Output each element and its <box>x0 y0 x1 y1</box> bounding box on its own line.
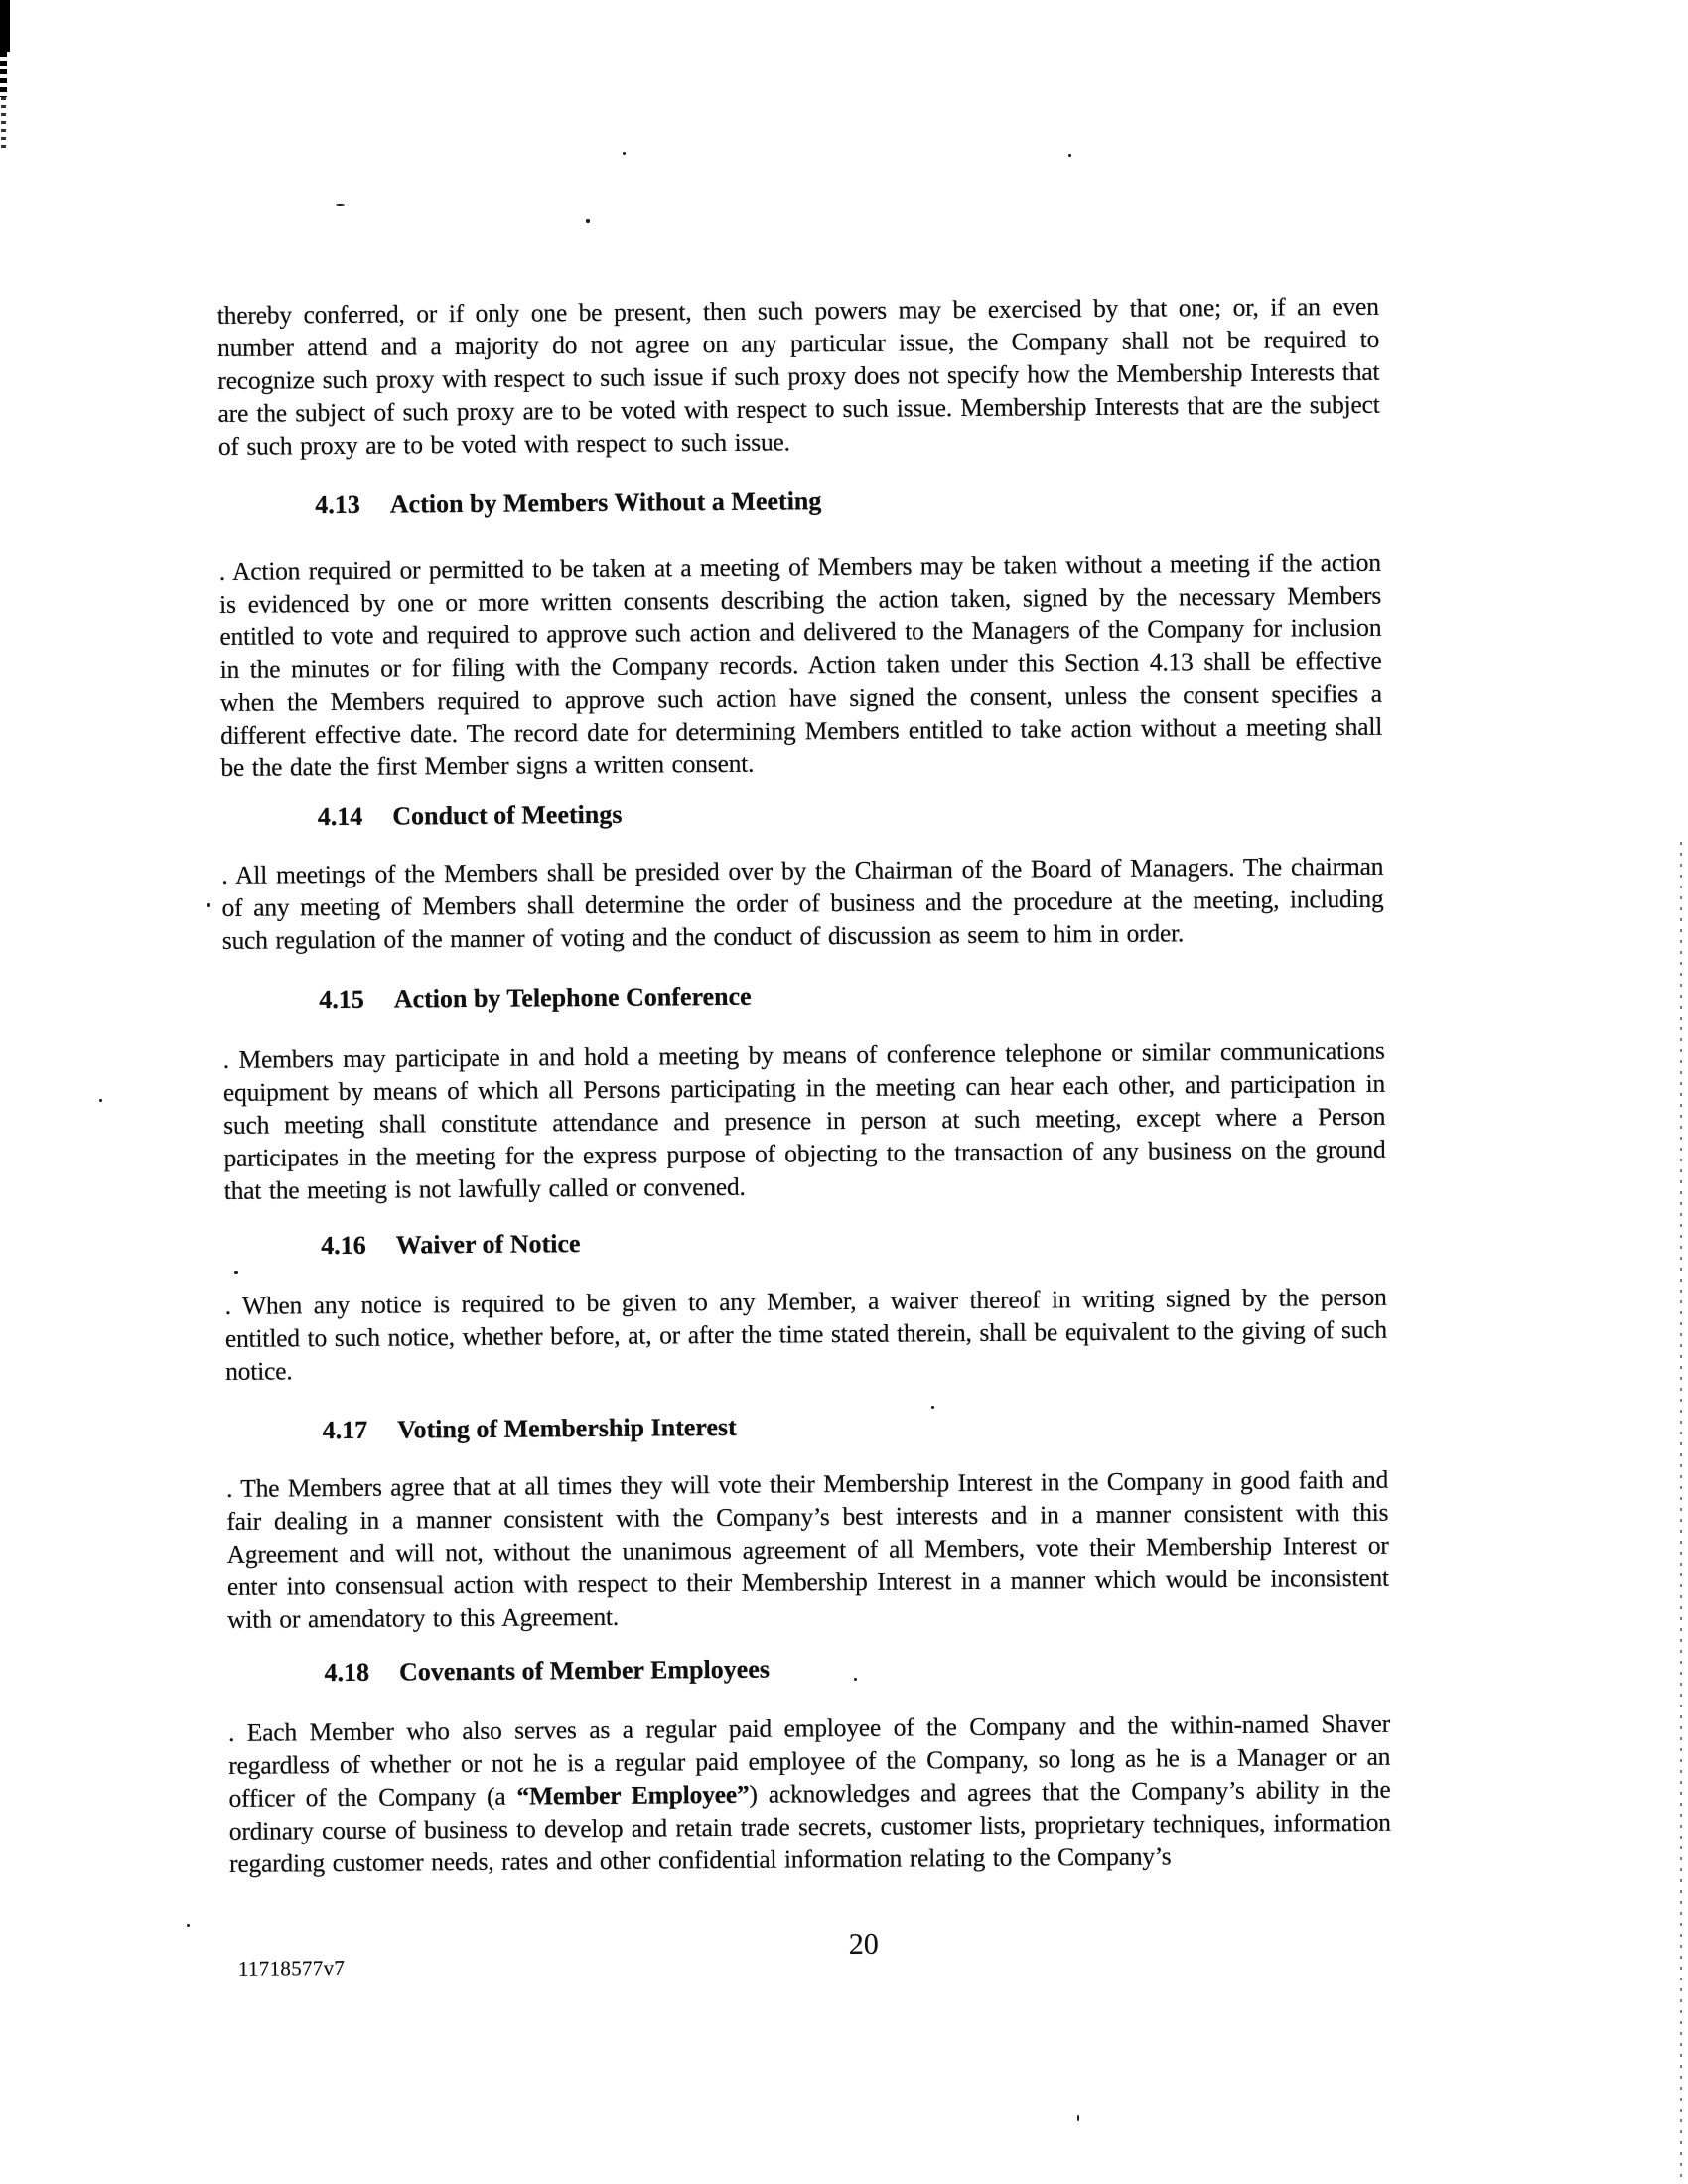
section-body-4-18 <box>228 1707 1391 1880</box>
defined-term-member-employee: “Member Employee” <box>516 1779 750 1811</box>
continuation-paragraph: thereby conferred, or if only one be present, then such powers may be exercised by that one; or, if an even number attend and a majority do not agree on any particular issue, the Company shall not be required to recognize such proxy with respect to such issue if such proxy does not specify how the Membership Interests that are the subject of such proxy are to be voted with respect to such issue. Membership Interests that are the subject of such proxy are to be voted with respect to such issue. <box>216 291 1380 461</box>
section-body-4-16: . When any notice is required to be given to any Member, a waiver thereof in writing signed by the person entitled to such notice, whether before, at, or after the time stated therein, shall be equivalent to the giving of such notice. <box>224 1282 1388 1386</box>
section-body-4-13: . Action required or permitted to be taken at a meeting of Members may be taken without a meeting if the action is evidenced by one or more written consents describing the action taken, signed by the necessary Members entitled to vote and required to approve such action and delivered to the Managers of the Company for inclusion in the minutes or for filing with the Company records. Action taken under this Section 4.13 shall be effective when the Members required to approve such action have signed the consent, unless the consent specifies a different effective date. The record date for determining Members entitled to take action without a meeting shall be the date the first Member signs a written consent. <box>218 547 1383 782</box>
section-body-4-14: . All meetings of the Members shall be presided over by the Chairman of the Board of Managers. The chairman of any meeting of Members shall determine the order of business and the procedure at the meeting, including such regulation of the manner of voting and the conduct of discussion as seem to him in order. <box>221 851 1384 955</box>
section-number: 4.13 <box>315 489 360 520</box>
section-heading-4-15 <box>319 982 752 1015</box>
section-title: Conduct of Meetings <box>392 799 623 831</box>
section-title: Action by Members Without a Meeting <box>389 486 822 519</box>
section-number: 4.15 <box>319 984 364 1015</box>
footer-document-id: 11718577v7 <box>237 1955 346 1980</box>
body-text: ) acknowledges and agrees that the Company’s ability in the ordinary course of business to develop and retain trade secrets, customer lists, proprietary techniques, information regarding customer needs, rates and other confidential information relating to the Company’s <box>228 1774 1391 1878</box>
section-title: Covenants of Member Employees <box>398 1654 771 1687</box>
section-number: 4.17 <box>322 1415 368 1445</box>
section-number: 4.16 <box>321 1230 366 1261</box>
section-number: 4.18 <box>324 1657 370 1688</box>
section-title: Waiver of Notice <box>395 1229 581 1260</box>
body-text: . Each Member who also serves as a regular paid employee of the Company and the within-named Shaver regardless of whether or not he is a regular paid employee of the Company, so long as he is a Manager or an officer of the Company (a <box>227 1708 1391 1813</box>
section-heading-4-17 <box>323 1413 737 1445</box>
section-body-4-17: . The Members agree that at all times they will vote their Membership Interest in the Company in good faith and fair dealing in a manner consistent with the Company’s best interests and in a manner consistent with this Agreement and will not, without the unanimous agreement of all Members, vote their Membership Interest or enter into consensual action with respect to their Membership Interest in a manner which would be inconsistent with or amendatory to this Agreement. <box>226 1464 1389 1634</box>
section-heading-4-13 <box>315 486 821 520</box>
section-heading-4-14 <box>318 800 623 832</box>
section-heading-4-18 <box>324 1655 770 1689</box>
footer-page-number: 20 <box>848 1927 879 1961</box>
section-body-4-15: . Members may participate in and hold a meeting by means of conference telephone or similar communications equipment by means of which all Persons participating in the meeting can hear each other, and participation in such meeting shall constitute attendance and presence in person at such meeting, except where a Person participates in the meeting for the express purpose of objecting to the transaction of any business on the ground that the meeting is not lawfully called or convened. <box>222 1035 1386 1205</box>
section-heading-4-16 <box>321 1229 581 1261</box>
section-number: 4.14 <box>317 801 363 832</box>
section-title: Voting of Membership Interest <box>397 1412 737 1444</box>
section-title: Action by Telephone Conference <box>393 981 752 1014</box>
